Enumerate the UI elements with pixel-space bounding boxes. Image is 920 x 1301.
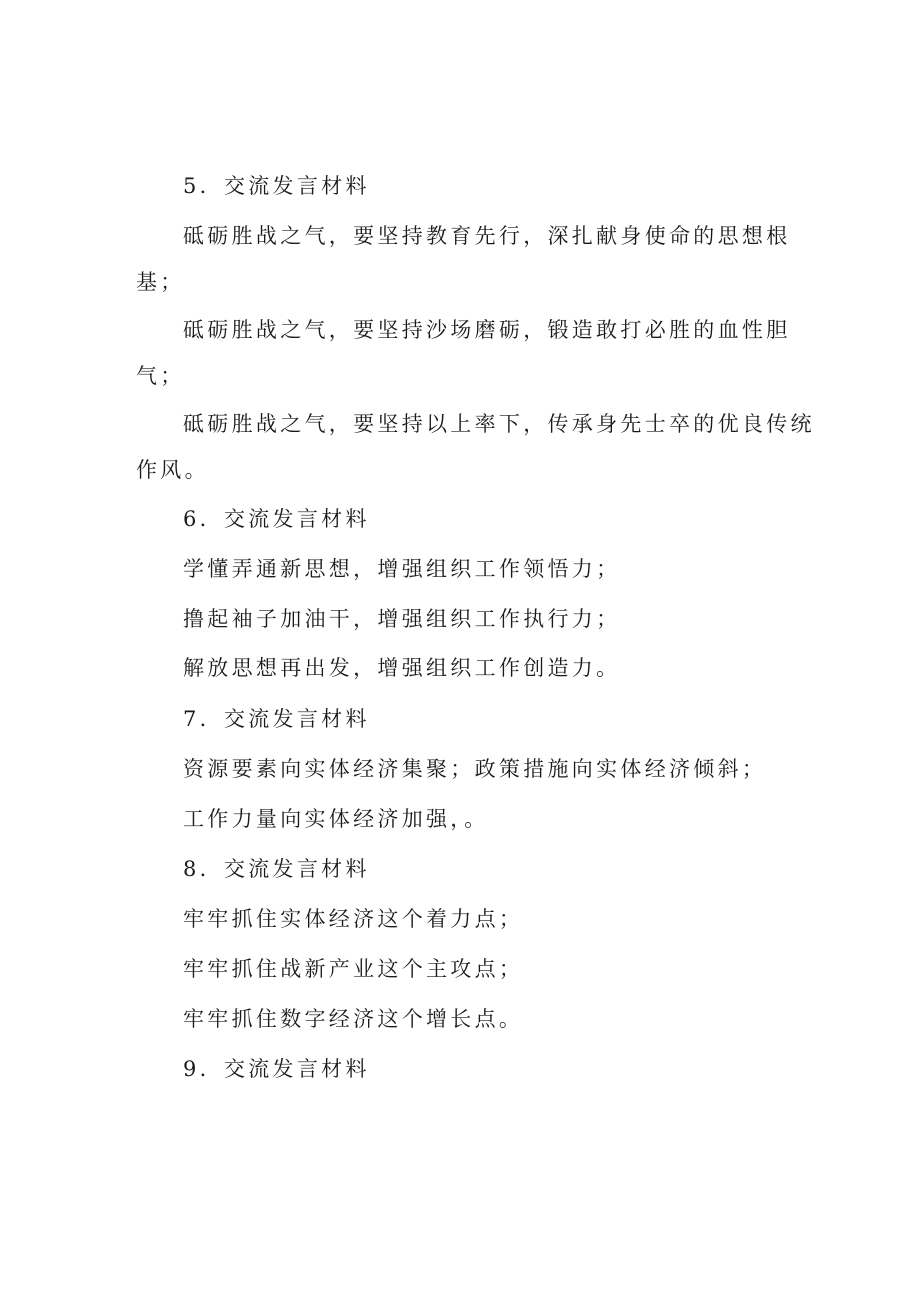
paragraph-line: 解放思想再出发，增强组织工作创造力。: [183, 656, 621, 680]
section-heading-7: 7．交流发言材料: [183, 707, 370, 731]
paragraph-line: 牢牢抓住战新产业这个主攻点；: [183, 957, 524, 981]
paragraph-line: 撸起袖子加油干，增强组织工作执行力；: [183, 607, 621, 631]
paragraph-line: 牢牢抓住数字经济这个增长点。: [183, 1007, 524, 1031]
section-heading-8: 8．交流发言材料: [183, 857, 370, 881]
paragraph-line: 学懂弄通新思想，增强组织工作领悟力；: [183, 557, 621, 581]
section-heading-5: 5．交流发言材料: [183, 174, 370, 198]
paragraph-line: 砥砺胜战之气，要坚持沙场磨砺，锻造敢打必胜的血性胆: [183, 318, 791, 342]
paragraph-line: 工作力量向实体经济加强，。: [183, 807, 489, 831]
paragraph-line: 砥砺胜战之气，要坚持以上率下，传承身先士卒的优良传统: [183, 412, 815, 436]
section-heading-6: 6．交流发言材料: [183, 507, 370, 531]
paragraph-line: 作风。: [136, 458, 209, 482]
paragraph-line: 砥砺胜战之气，要坚持教育先行，深扎献身使命的思想根: [183, 224, 791, 248]
section-heading-9: 9．交流发言材料: [183, 1057, 370, 1081]
paragraph-line: 基；: [136, 270, 185, 294]
paragraph-line: 气；: [136, 364, 185, 388]
paragraph-line: 牢牢抓住实体经济这个着力点；: [183, 907, 524, 931]
paragraph-line: 资源要素向实体经济集聚；政策措施向实体经济倾斜；: [183, 757, 767, 781]
